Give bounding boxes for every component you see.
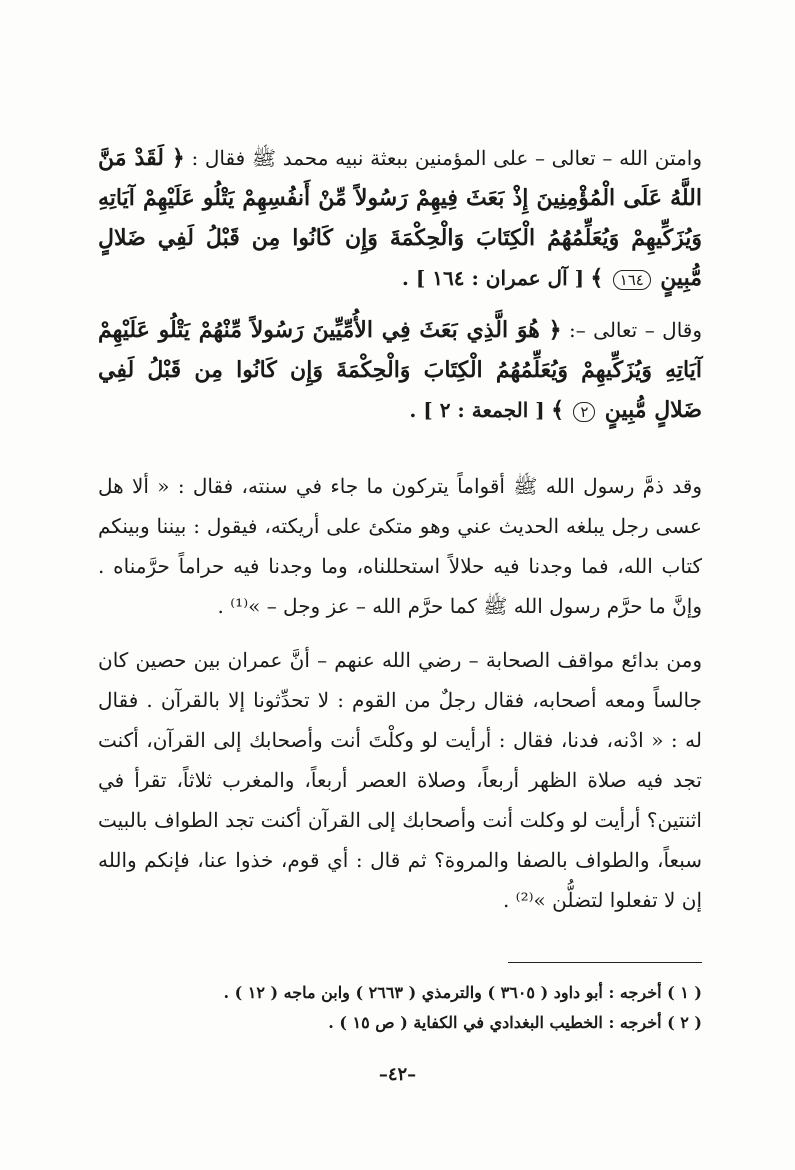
- ayah-number-marker: ١٦٤: [613, 270, 651, 290]
- page-number: –٤٢–: [378, 1064, 417, 1085]
- ayah-number-marker: ٢: [573, 402, 595, 422]
- quran-verse: ﴿ هُوَ الَّذِي بَعَثَ فِي الأُمِّيِّينَ رَسُولاً مِّنْهُمْ يَتْلُو عَلَيْهِمْ آيَاتِهِ وَيُزَكِّيهِمْ وَيُعَلِّمُهُمُ الْكِتَابَ وَالْحِكْمَةَ وَإِن كَانُوا مِن قَبْلُ لَفِي ضَلالٍ مُّبِينٍ: [98, 317, 702, 423]
- paragraph-intro: وامتن الله – تعالى – على المؤمنين ببعثة نبيه محمد ﷺ فقال :: [191, 146, 702, 170]
- paragraph-intro: وقال – تعالى –:: [568, 318, 703, 342]
- surah-citation: [ آل عمران : ١٦٤ ] .: [401, 266, 585, 290]
- footnotes: [98, 978, 702, 1038]
- verse-close-bracket: ﴾: [551, 397, 564, 423]
- surah-citation: [ الجمعة : ٢ ] .: [409, 398, 545, 422]
- paragraph-hadith: وقد ذمَّ رسول الله ﷺ أقواماً يتركون ما جاء في سنته، فقال : « ألا هل عسى رجل يبلغه الحديث عني وهو متكئ على أريكته، فيقول : بيننا وبينكم كتاب الله، فما وجدنا فيه حلالاً استحللناه، وما وجدنا فيه حراماً حرَّمناه . وإنَّ ما حرَّم رسول الله ﷺ كما حرَّم الله – عز وجل – »⁽¹⁾ .: [98, 474, 702, 618]
- footnote-divider: [508, 962, 702, 963]
- paragraph-imran-bin-husayn: ومن بدائع مواقف الصحابة – رضي الله عنهم – أنَّ عمران بين حصين كان جالساً ومعه أصحابه، فقال رجلٌ من القوم : لا تحدِّثونا إلا بالقرآن . فقال له : « ادْنه، فدنا، فقال : أرأيت لو وكلْتَ أنت وأصحابك إلى القرآن، أكنت تجد فيه صلاة الظهر أربعاً، وصلاة العصر أربعاً، والمغرب ثلاثاً، تقرأ في اثنتين؟ أرأيت لو وكلت أنت وأصحابك إلى القرآن أكنت تجد الطواف بالبيت سبعاً، والطواف بالصفا والمروة؟ ثم قال : أي قوم، خذوا عنا، فإنكم والله إن لا تفعلوا لتضلُّن »⁽²⁾ .: [98, 648, 702, 912]
- footnote-2: ( ٢ ) أخرجه : الخطيب البغدادي في الكفاية ( ص ١٥ ) .: [328, 1013, 702, 1032]
- quran-verse: ﴿ لَقَدْ مَنَّ اللَّهُ عَلَى الْمُؤْمِنِينَ إِذْ بَعَثَ فِيهِمْ رَسُولاً مِّنْ أَنفُسِهِمْ يَتْلُو عَلَيْهِمْ آيَاتِهِ وَيُزَكِّيهِمْ وَيُعَلِّمُهُمُ الْكِتَابَ وَالْحِكْمَةَ وَإِن كَانُوا مِن قَبْلُ لَفِي ضَلالٍ مُّبِينٍ: [98, 145, 702, 291]
- paragraph-ali-imran: [98, 138, 702, 298]
- paragraph-jumuah: [98, 310, 702, 430]
- verse-close-bracket: ﴾: [590, 265, 604, 291]
- footnote-1: ( ١ ) أخرجه : أبو داود ( ٣٦٠٥ ) والترمذي ( ٢٦٦٣ ) وابن ماجه ( ١٢ ) .: [223, 983, 702, 1002]
